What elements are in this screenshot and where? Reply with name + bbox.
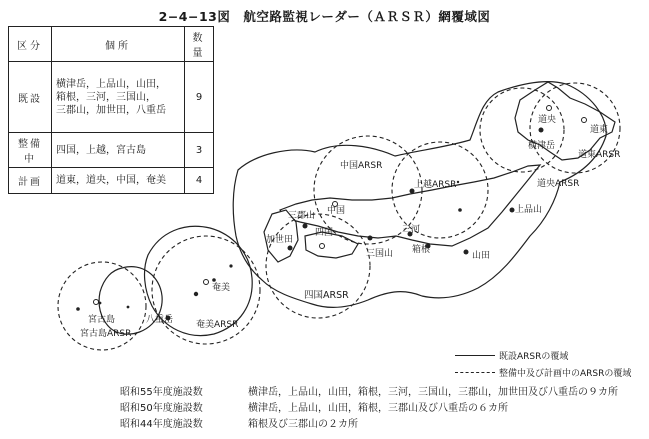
site-kaseda [288,246,293,251]
row-sites: 四国，上越，宮古島 [52,133,185,168]
key-planned-label: 整備中及び計画中のARSRの覆域 [499,369,632,379]
note-text: 横津岳，上品山，山田，箱根，三郡山及び八重岳の６カ所 [248,403,508,414]
label-chugoku-arsr: 中国ARSR [340,161,383,171]
row-count: 4 [185,168,214,194]
island-dot [458,208,462,212]
island-dot [229,264,232,267]
label-douou: 道央 [538,115,557,125]
label-chugoku: 中国 [327,206,346,216]
label-doutou-arsr: 道東ARSR [578,150,621,160]
note-year: 昭和50年度施設数 [120,403,203,414]
label-sangunzan: 三郡山 [288,211,316,221]
row-category: 整備中 [9,133,52,168]
label-miyakojima: 宮古島 [88,315,116,325]
site-miyakojima [94,300,99,305]
site-shikoku [320,244,325,249]
island-dot [457,181,459,183]
label-miyakojima-arsr: 宮古島ARSR [80,329,132,339]
label-shikoku-arsr: 四国ARSR [304,290,349,301]
note-row [120,401,618,417]
site-amami [204,280,209,285]
header-sites: 個所 [52,27,185,62]
label-amami-arsr: 奄美ARSR [196,320,239,330]
note-year: 昭和55年度施設数 [120,387,203,398]
label-doutou: 道東 [590,125,609,135]
label-amami: 奄美 [212,283,231,293]
island-dot [127,306,130,309]
label-yokotsudake: 横津岳 [528,141,556,151]
row-category: 既設 [9,62,52,133]
island-dot [212,278,216,282]
label-mikuniyama: 三国山 [366,249,394,259]
row-count: 3 [185,133,214,168]
row-sites: 道東，道央，中国，奄美 [52,168,185,194]
site-line: 三郡山，加世田，八重岳 [56,104,166,116]
site-line: 横津岳，上品山，山田， [56,78,166,90]
label-shikoku: 四国 [315,228,334,238]
note-row [120,385,618,401]
key-solid-line [455,355,495,356]
key-dashed-line [455,372,495,373]
label-kaseda: 加世田 [266,235,294,245]
label-douou-arsr: 道央ARSR [537,179,580,189]
site-sangunzan [303,224,308,229]
header-category: 区分 [9,27,52,62]
note-text: 横津岳，上品山，山田，箱根，三河，三国山，三郡山，加世田及び八重岳の９カ所 [248,387,618,398]
site-yamada [464,250,469,255]
key-existing [455,349,568,362]
site-douou [547,106,552,111]
note-row [120,417,618,433]
site-johonzan [510,208,515,213]
site-mikuniyama [368,236,373,241]
facility-notes [120,385,618,433]
label-johonzan: 上品山 [515,205,543,215]
island-dot [76,307,80,311]
note-text: 箱根及び三郡山の２カ所 [248,419,358,430]
site-douto [582,118,587,123]
site-yokotsudake [539,128,544,133]
key-existing-label: 既設ARSRの覆域 [499,352,569,362]
note-year: 昭和44年度施設数 [120,419,203,430]
label-hakone: 箱根 [412,245,431,255]
site-line: 箱根，三河，三国山， [56,91,156,103]
row-count: 9 [185,62,214,133]
island-dot [194,292,198,296]
label-joetsu-arsr: 上越ARSR [414,180,457,190]
key-planned [455,366,631,379]
label-mikawa: 三河 [402,225,421,235]
label-yaedake: 八重岳 [146,315,174,325]
row-category: 計画 [9,168,52,194]
header-count: 数量 [185,27,214,62]
figure-title: 2−4−13図 航空路監視レーダー（ＡＲＳＲ）網覆域図 [158,9,491,24]
label-yamada: 山田 [472,251,491,261]
